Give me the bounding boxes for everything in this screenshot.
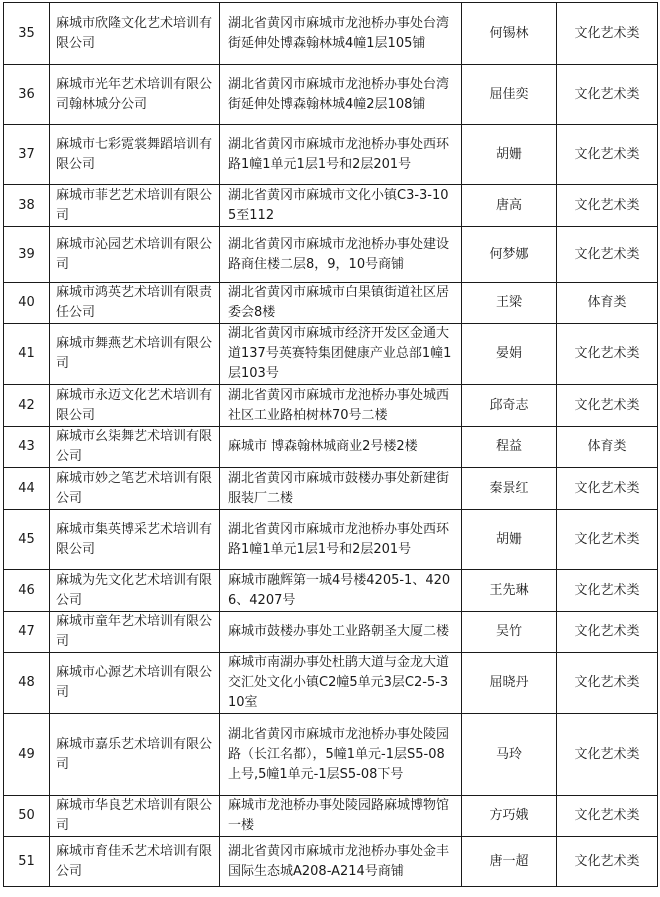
table-row [4, 385, 658, 427]
row-number-cell: 35 [4, 3, 50, 65]
company-name-cell: 麻城市七彩霓裳舞蹈培训有限公司 [50, 125, 220, 185]
address-cell: 麻城市龙池桥办事处陵园路麻城博物馆一楼 [220, 796, 462, 837]
address-cell: 湖北省黄冈市麻城市龙池桥办事处台湾街延伸处博森翰林城4幢1层105铺 [220, 3, 462, 65]
row-number-cell: 40 [4, 283, 50, 324]
category-cell: 文化艺术类 [557, 796, 658, 837]
company-name-cell: 麻城市永迈文化艺术培训有限公司 [50, 385, 220, 427]
legal-representative-cell: 胡姗 [462, 125, 557, 185]
category-cell: 文化艺术类 [557, 510, 658, 570]
table-row [4, 612, 658, 653]
category-cell: 文化艺术类 [557, 3, 658, 65]
category-cell: 文化艺术类 [557, 570, 658, 612]
table-row [4, 468, 658, 510]
row-number-cell: 43 [4, 427, 50, 468]
legal-representative-cell: 方巧娥 [462, 796, 557, 837]
company-name-cell: 麻城市妙之笔艺术培训有限公司 [50, 468, 220, 510]
row-number-cell: 45 [4, 510, 50, 570]
category-cell: 文化艺术类 [557, 837, 658, 887]
company-name-cell: 麻城市心源艺术培训有限公司 [50, 653, 220, 714]
table-row [4, 714, 658, 796]
table-row [4, 283, 658, 324]
legal-representative-cell: 何梦娜 [462, 227, 557, 283]
table-row [4, 324, 658, 385]
address-cell: 湖北省黄冈市麻城市鼓楼办事处新建街服装厂二楼 [220, 468, 462, 510]
address-cell: 湖北省黄冈市麻城市龙池桥办事处西环路1幢1单元1层1号和2层201号 [220, 510, 462, 570]
company-name-cell: 麻城市幺柒舞艺术培训有限公司 [50, 427, 220, 468]
row-number-cell: 51 [4, 837, 50, 887]
address-cell: 湖北省黄冈市麻城市经济开发区金通大道137号英赛特集团健康产业总部1幢1层103号 [220, 324, 462, 385]
company-name-cell: 麻城为先文化艺术培训有限公司 [50, 570, 220, 612]
table-row [4, 427, 658, 468]
row-number-cell: 46 [4, 570, 50, 612]
row-number-cell: 47 [4, 612, 50, 653]
table-row [4, 65, 658, 125]
legal-representative-cell: 吴竹 [462, 612, 557, 653]
legal-representative-cell: 秦景红 [462, 468, 557, 510]
company-name-cell: 麻城市欣隆文化艺术培训有限公司 [50, 3, 220, 65]
row-number-cell: 42 [4, 385, 50, 427]
row-number-cell: 48 [4, 653, 50, 714]
legal-representative-cell: 胡姗 [462, 510, 557, 570]
category-cell: 文化艺术类 [557, 385, 658, 427]
company-name-cell: 麻城市舞燕艺术培训有限公司 [50, 324, 220, 385]
training-institutions-table [3, 2, 658, 887]
company-name-cell: 麻城市光年艺术培训有限公司翰林城分公司 [50, 65, 220, 125]
table-row [4, 837, 658, 887]
table-row [4, 125, 658, 185]
legal-representative-cell: 唐一超 [462, 837, 557, 887]
address-cell: 麻城市南湖办事处杜鹃大道与金龙大道交汇处文化小镇C2幢5单元3层C2-5-310室 [220, 653, 462, 714]
company-name-cell: 麻城市鸿英艺术培训有限责任公司 [50, 283, 220, 324]
legal-representative-cell: 马玲 [462, 714, 557, 796]
category-cell: 文化艺术类 [557, 612, 658, 653]
legal-representative-cell: 晏娟 [462, 324, 557, 385]
address-cell: 湖北省黄冈市麻城市龙池桥办事处西环路1幢1单元1层1号和2层201号 [220, 125, 462, 185]
category-cell: 文化艺术类 [557, 125, 658, 185]
legal-representative-cell: 邱奇志 [462, 385, 557, 427]
category-cell: 文化艺术类 [557, 714, 658, 796]
row-number-cell: 37 [4, 125, 50, 185]
legal-representative-cell: 唐高 [462, 185, 557, 227]
row-number-cell: 39 [4, 227, 50, 283]
category-cell: 文化艺术类 [557, 227, 658, 283]
table-row [4, 653, 658, 714]
table-row [4, 185, 658, 227]
company-name-cell: 麻城市菲艺艺术培训有限公司 [50, 185, 220, 227]
row-number-cell: 50 [4, 796, 50, 837]
address-cell: 麻城市融辉第一城4号楼4205-1、4206、4207号 [220, 570, 462, 612]
company-name-cell: 麻城市集英博采艺术培训有限公司 [50, 510, 220, 570]
category-cell: 文化艺术类 [557, 185, 658, 227]
legal-representative-cell: 程益 [462, 427, 557, 468]
table-row [4, 510, 658, 570]
company-name-cell: 麻城市华良艺术培训有限公司 [50, 796, 220, 837]
row-number-cell: 38 [4, 185, 50, 227]
table-row [4, 227, 658, 283]
category-cell: 文化艺术类 [557, 653, 658, 714]
category-cell: 文化艺术类 [557, 468, 658, 510]
address-cell: 湖北省黄冈市麻城市龙池桥办事处台湾街延伸处博森翰林城4幢2层108铺 [220, 65, 462, 125]
category-cell: 体育类 [557, 283, 658, 324]
address-cell: 麻城市 博森翰林城商业2号楼2楼 [220, 427, 462, 468]
company-name-cell: 麻城市沁园艺术培训有限公司 [50, 227, 220, 283]
category-cell: 文化艺术类 [557, 65, 658, 125]
legal-representative-cell: 何锡林 [462, 3, 557, 65]
address-cell: 麻城市鼓楼办事处工业路朝圣大厦二楼 [220, 612, 462, 653]
table-row [4, 570, 658, 612]
row-number-cell: 49 [4, 714, 50, 796]
company-name-cell: 麻城市嘉乐艺术培训有限公司 [50, 714, 220, 796]
row-number-cell: 36 [4, 65, 50, 125]
category-cell: 文化艺术类 [557, 324, 658, 385]
category-cell: 体育类 [557, 427, 658, 468]
company-name-cell: 麻城市童年艺术培训有限公司 [50, 612, 220, 653]
row-number-cell: 41 [4, 324, 50, 385]
address-cell: 湖北省黄冈市麻城市龙池桥办事处城西社区工业路柏树林70号二楼 [220, 385, 462, 427]
legal-representative-cell: 王梁 [462, 283, 557, 324]
table-row [4, 3, 658, 65]
address-cell: 湖北省黄冈市麻城市白果镇街道社区居委会8楼 [220, 283, 462, 324]
legal-representative-cell: 屈晓丹 [462, 653, 557, 714]
row-number-cell: 44 [4, 468, 50, 510]
address-cell: 湖北省黄冈市麻城市文化小镇C3-3-105至112 [220, 185, 462, 227]
address-cell: 湖北省黄冈市麻城市龙池桥办事处金丰国际生态城A208-A214号商铺 [220, 837, 462, 887]
legal-representative-cell: 屈佳奕 [462, 65, 557, 125]
table-body [4, 3, 658, 887]
legal-representative-cell: 王先琳 [462, 570, 557, 612]
company-name-cell: 麻城市育佳禾艺术培训有限公司 [50, 837, 220, 887]
address-cell: 湖北省黄冈市麻城市龙池桥办事处陵园路（长江名都），5幢1单元-1层S5-08上号,5幢1单元-1层S5-08下号 [220, 714, 462, 796]
table-row [4, 796, 658, 837]
address-cell: 湖北省黄冈市麻城市龙池桥办事处建设路商住楼二层8，9，10号商铺 [220, 227, 462, 283]
